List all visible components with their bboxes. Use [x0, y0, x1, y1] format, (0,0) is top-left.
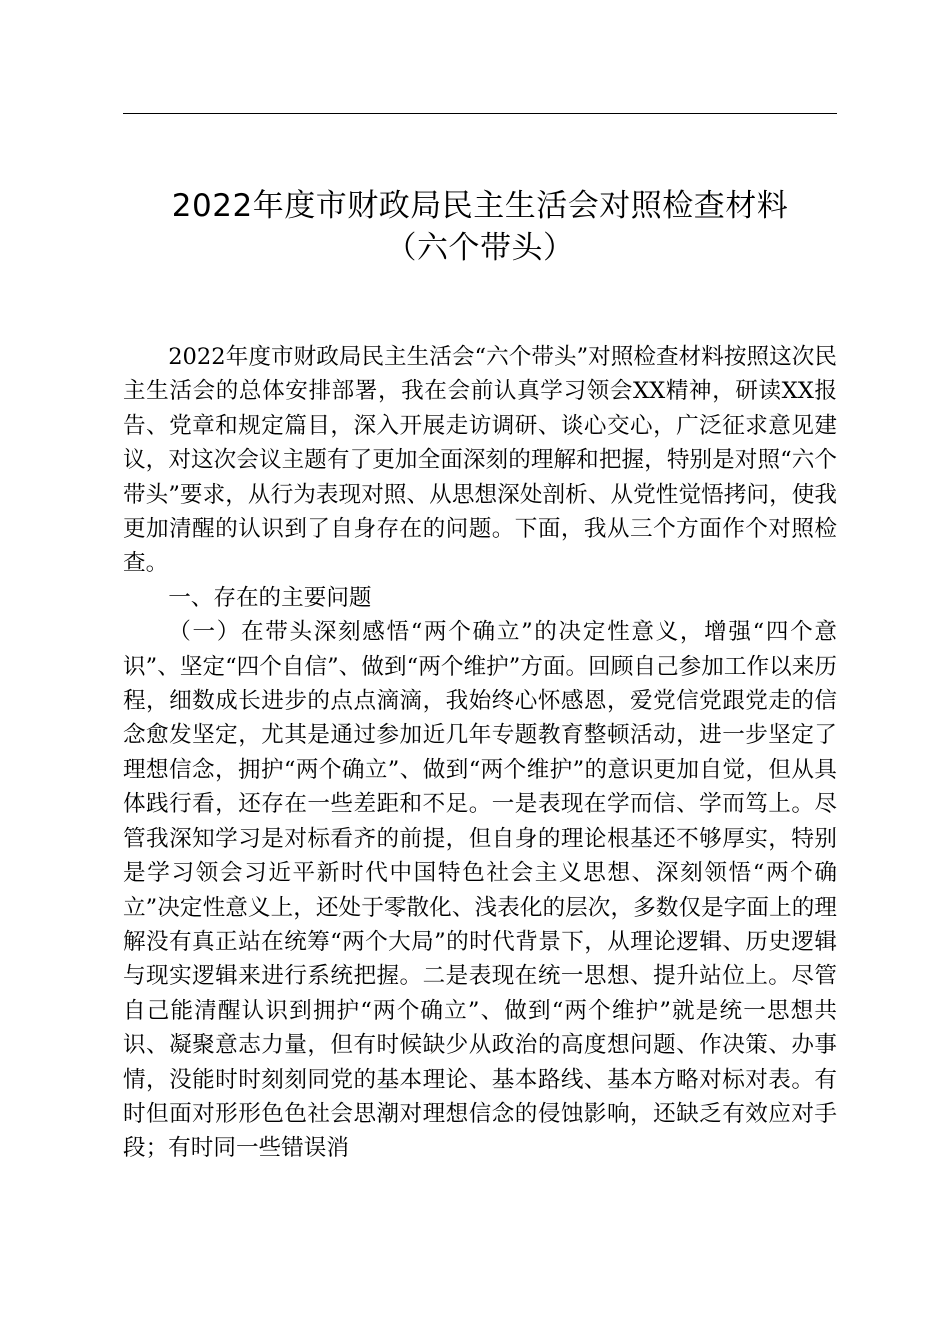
section-heading: 一、存在的主要问题 [168, 584, 372, 611]
document-subtitle: （六个带头） [385, 230, 575, 266]
intro-paragraph: 2022年度市财政局民主生活会“六个带头”对照检查材料按照这次民主生活会的总体安排部署，我在会前认真学习领会XX精神，研读XX报告、党章和规定篇目，深入开展走访调研、谈心交心，广泛征求意见建议，对这次会议主题有了更加全面深刻的理解和把握，特别是对照“六个带头”要求，从行为表现对照、从思想深处剖析、从党性觉悟拷问，使我更加清醒的认识到了自身存在的问题。下面，我从三个方面作个对照检查。 [123, 344, 837, 577]
document-body [123, 340, 837, 1166]
document-title: 2022年度市财政局民主生活会对照检查材料 [171, 188, 789, 224]
header-rule [123, 113, 837, 114]
section-paragraph: （一）在带头深刻感悟“两个确立”的决定性意义，增强“四个意识”、坚定“四个自信”、做到“两个维护”方面。回顾自己参加工作以来历程，细数成长进步的点点滴滴，我始终心怀感恩，爱党信党跟党走的信念愈发坚定，尤其是通过参加近几年专题教育整顿活动，进一步坚定了理想信念，拥护“两个确立”、做到“两个维护”的意识更加自觉，但从具体践行看，还存在一些差距和不足。一是表现在学而信、学而笃上。尽管我深知学习是对标看齐的前提，但自身的理论根基还不够厚实，特别是学习领会习近平新时代中国特色社会主义思想、深刻领悟“两个确立”决定性意义上，还处于零散化、浅表化的层次，多数仅是字面上的理解没有真正站在统筹“两个大局”的时代背景下，从理论逻辑、历史逻辑与现实逻辑来进行系统把握。二是表现在统一思想、提升站位上。尽管自己能清醒认识到拥护“两个确立”、做到“两个维护”就是统一思想共识、凝聚意志力量，但有时候缺少从政治的高度想问题、作决策、办事情，没能时时刻刻同党的基本理论、基本路线、基本方略对标对表。有时但面对形形色色社会思潮对理想信念的侵蚀影响，还缺乏有效应对手段；有时同一些错误消 [123, 619, 837, 1162]
